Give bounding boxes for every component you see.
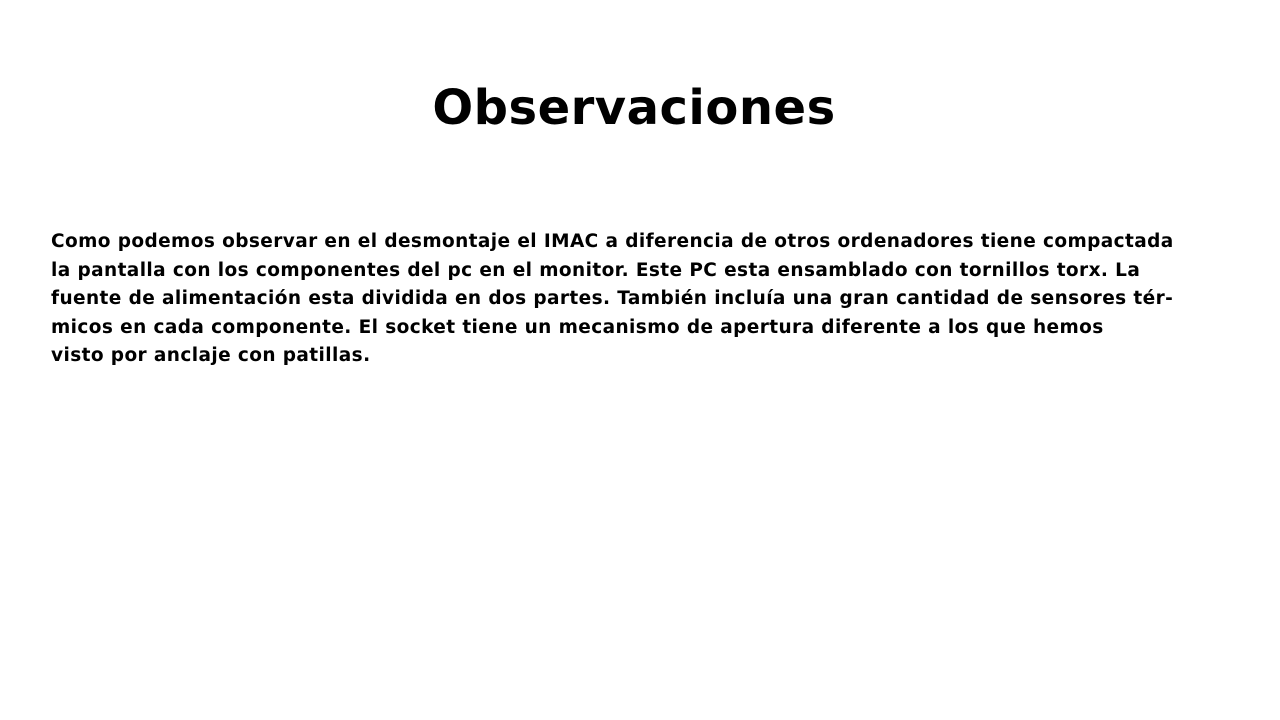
observations-paragraph — [51, 228, 1266, 371]
paragraph-line: la pantalla con los componentes del pc en el monitor. Este PC esta ensamblado con tornillos torx. La — [51, 259, 1141, 281]
paragraph-line: visto por anclaje con patillas. — [51, 345, 371, 366]
paragraph-line: fuente de alimentación esta dividida en dos partes. También incluía una gran cantidad de sensores tér- — [51, 288, 1174, 309]
paragraph-line: Como podemos observar en el desmontaje el IMAC a diferencia de otros ordenadores tiene compactada — [51, 231, 1174, 252]
slide-title: Observaciones — [432, 80, 836, 136]
paragraph-line: micos en cada componente. El socket tiene un mecanismo de apertura diferente a los que hemos — [51, 316, 1104, 338]
